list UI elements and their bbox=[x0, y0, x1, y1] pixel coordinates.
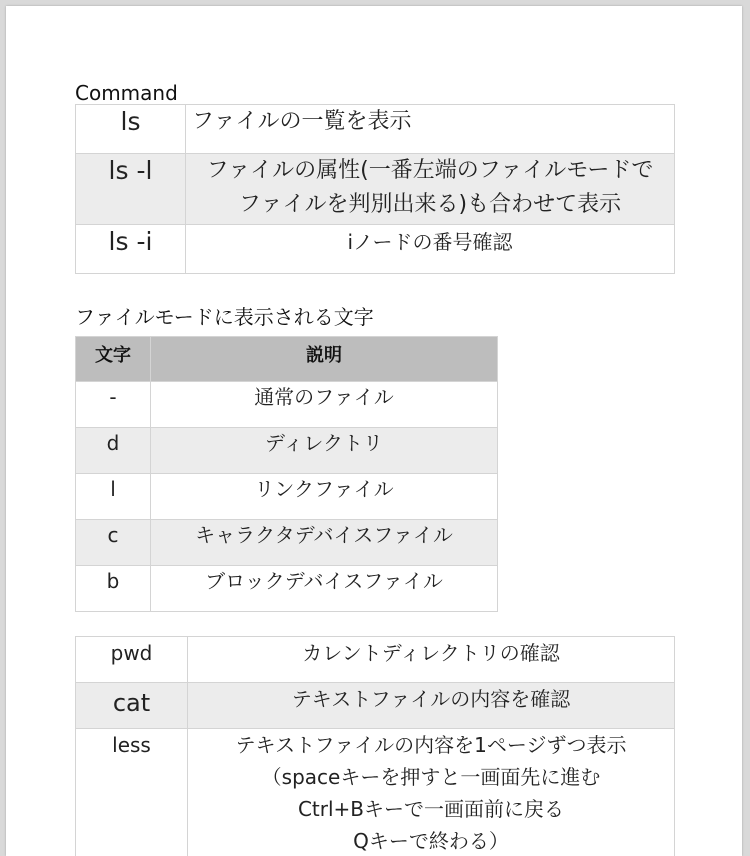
mode-desc-cell: ディレクトリ bbox=[151, 428, 498, 474]
command-cell: less bbox=[76, 729, 188, 856]
table-row bbox=[76, 105, 675, 154]
description-cell: テキストファイルの内容を1ページずつ表示 （spaceキーを押すと一画面先に進む Ctrl+Bキーで一画面前に戻る Qキーで終わる） bbox=[188, 729, 675, 856]
command-cell: ls bbox=[76, 105, 186, 154]
description-cell: ファイルの属性(一番左端のファイルモードで ファイルを判別出来る)も合わせて表示 bbox=[186, 154, 675, 225]
table-row bbox=[76, 729, 675, 856]
description-cell: ファイルの一覧を表示 bbox=[186, 105, 675, 154]
table-row bbox=[76, 428, 498, 474]
table-row bbox=[76, 520, 498, 566]
description-cell: カレントディレクトリの確認 bbox=[188, 637, 675, 683]
command-cell: cat bbox=[76, 683, 188, 729]
mode-char-cell: b bbox=[76, 566, 151, 612]
command-cell: ls -i bbox=[76, 225, 186, 274]
file-mode-table bbox=[75, 336, 498, 612]
mode-desc-cell: ブロックデバイスファイル bbox=[151, 566, 498, 612]
column-header: 文字 bbox=[76, 337, 151, 382]
table-row bbox=[76, 566, 498, 612]
table-row bbox=[76, 225, 675, 274]
mode-desc-cell: 通常のファイル bbox=[151, 382, 498, 428]
file-mode-section-title: ファイルモードに表示される文字 bbox=[75, 301, 374, 330]
mode-char-cell: c bbox=[76, 520, 151, 566]
table-header-row bbox=[76, 337, 498, 382]
mode-char-cell: d bbox=[76, 428, 151, 474]
table-row bbox=[76, 683, 675, 729]
table-row bbox=[76, 637, 675, 683]
mode-desc-cell: キャラクタデバイスファイル bbox=[151, 520, 498, 566]
mode-char-cell: l bbox=[76, 474, 151, 520]
mode-char-cell: - bbox=[76, 382, 151, 428]
mode-desc-cell: リンクファイル bbox=[151, 474, 498, 520]
column-header: 説明 bbox=[151, 337, 498, 382]
description-cell: テキストファイルの内容を確認 bbox=[188, 683, 675, 729]
table-row bbox=[76, 474, 498, 520]
command-table bbox=[75, 104, 675, 274]
document-page bbox=[6, 6, 742, 856]
command-cell: ls -l bbox=[76, 154, 186, 225]
table-row bbox=[76, 154, 675, 225]
table-row bbox=[76, 382, 498, 428]
description-cell: iノードの番号確認 bbox=[186, 225, 675, 274]
command-section-title: Command bbox=[75, 81, 178, 105]
command-cell: pwd bbox=[76, 637, 188, 683]
command-table-2 bbox=[75, 636, 675, 856]
